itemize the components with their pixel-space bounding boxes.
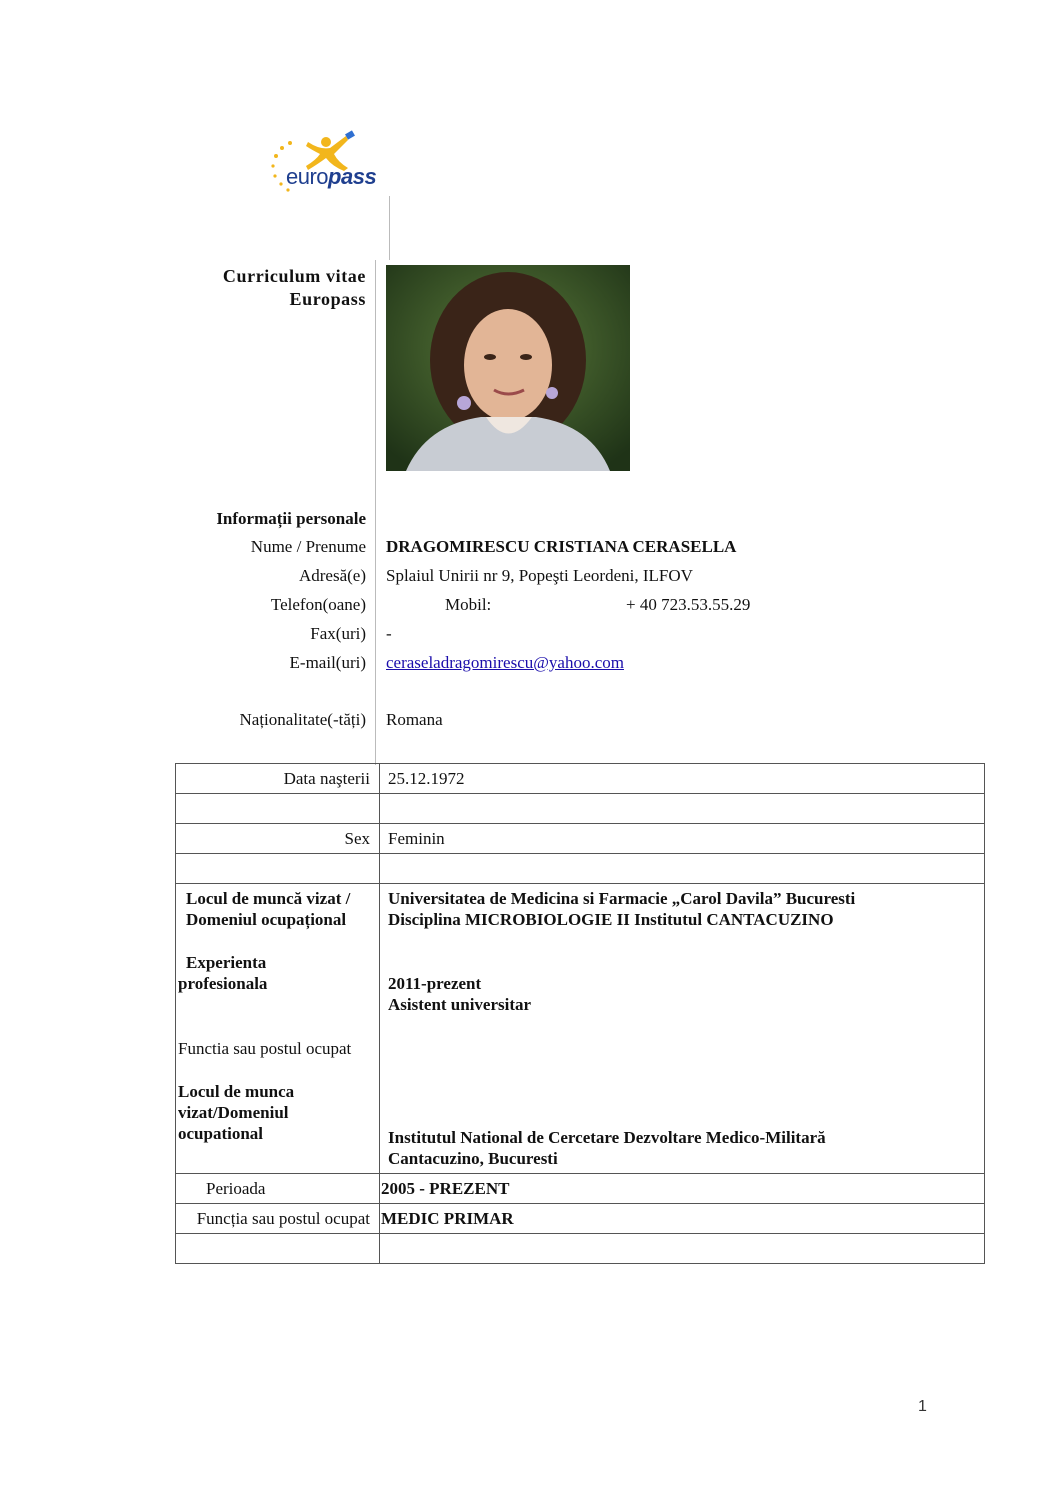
table-row <box>176 1174 985 1204</box>
table-row-empty <box>176 1234 985 1264</box>
name-value: DRAGOMIRESCU CRISTIANA CERASELLA <box>386 537 737 556</box>
page-number: 1 <box>918 1398 927 1415</box>
birth-date-value: 25.12.1972 <box>380 764 985 794</box>
experience-label-line1: Experienta <box>186 953 267 972</box>
fax-value: - <box>386 624 392 643</box>
job-target-line1: Universitatea de Medicina si Farmacie „Carol Davila” Bucuresti <box>388 889 856 908</box>
table-row-empty <box>176 794 985 824</box>
table-row-experience <box>176 884 985 1174</box>
experience-role: Asistent universitar <box>388 995 532 1014</box>
nationality-label: Naționalitate(-tăți) <box>239 710 366 729</box>
position-label: Funcția sau postul ocupat <box>176 1204 380 1234</box>
table-row <box>176 1204 985 1234</box>
birth-date-label: Data naşterii <box>176 764 380 794</box>
address-value: Splaiul Unirii nr 9, Popeşti Leordeni, ILFOV <box>386 566 693 585</box>
experience-label-line2: profesionala <box>178 974 268 993</box>
fax-label: Fax(uri) <box>310 624 366 643</box>
sex-value: Feminin <box>380 824 985 854</box>
nationality-value: Romana <box>386 710 443 729</box>
personal-info-heading: Informații personale <box>216 509 366 528</box>
workplace-line1: Institutul National de Cercetare Dezvoltare Medico-Militară <box>388 1128 826 1147</box>
table-row <box>176 824 985 854</box>
table-row-empty <box>176 854 985 884</box>
function-label: Functia sau postul ocupat <box>178 1039 352 1058</box>
name-label: Nume / Prenume <box>250 537 366 556</box>
job-target-label: Locul de muncă vizat / Domeniul ocupațional <box>186 889 351 929</box>
cv-title: Curriculum vitae Europass <box>222 266 366 309</box>
table-row <box>176 764 985 794</box>
portrait-photo <box>386 265 630 471</box>
column-divider-top <box>389 196 390 260</box>
phone-value: + 40 723.53.55.29 <box>626 595 751 614</box>
experience-period: 2011-prezent <box>388 974 482 993</box>
address-label: Adresă(e) <box>298 566 366 585</box>
position-value: MEDIC PRIMAR <box>380 1204 985 1234</box>
period-value: 2005 - PREZENT <box>380 1174 985 1204</box>
europass-logo <box>268 128 393 198</box>
cv-details-table <box>175 763 985 1264</box>
sex-label: Sex <box>176 824 380 854</box>
period-label: Perioada <box>176 1174 380 1204</box>
job-target-line2: Disciplina MICROBIOLOGIE II Institutul CANTACUZINO <box>388 910 834 929</box>
phone-type: Mobil: <box>445 595 492 614</box>
column-divider <box>375 260 376 765</box>
email-link[interactable]: ceraseladragomirescu@yahoo.com <box>386 653 624 672</box>
workplace-label: Locul de munca vizat/Domeniul ocupational <box>178 1082 295 1143</box>
europass-wordmark: europass <box>286 164 377 189</box>
phone-label: Telefon(oane) <box>270 595 366 614</box>
email-label: E-mail(uri) <box>289 653 366 672</box>
experience-values-cell <box>380 884 985 1174</box>
experience-labels-cell <box>176 884 380 1174</box>
workplace-line2: Cantacuzino, Bucuresti <box>388 1149 558 1168</box>
